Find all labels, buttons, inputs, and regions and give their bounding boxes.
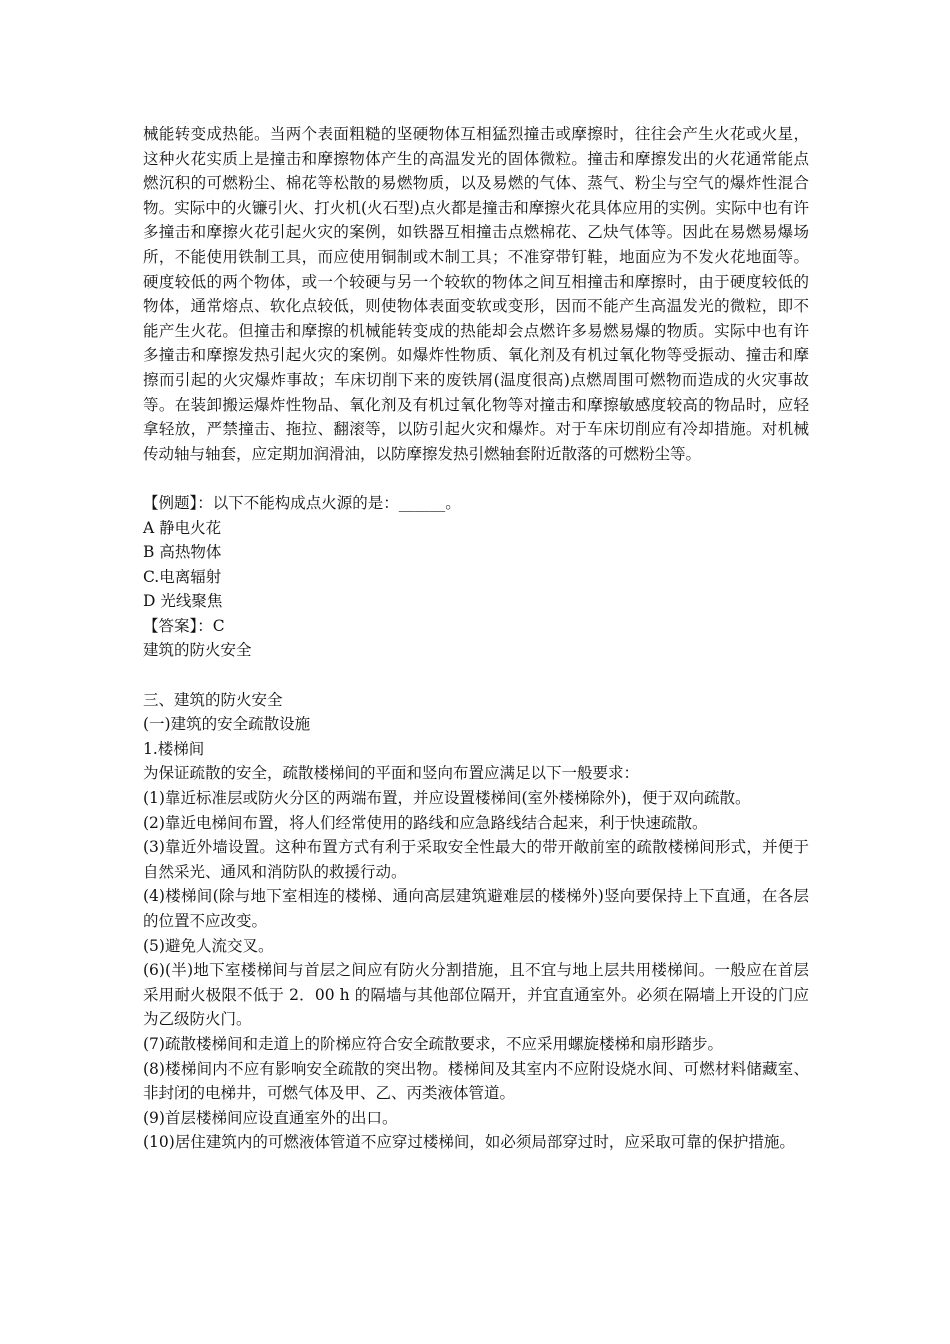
example-block — [143, 491, 809, 663]
requirement-item: (6)(半)地下室楼梯间与首层之间应有防火分割措施，且不宜与地上层共用楼梯间。一般应在首层采用耐火极限不低于 2．00 h 的隔墙与其他部位隔开，并宜直通室外。必须在隔墙上开设的门应为乙级防火门。 — [143, 961, 809, 1029]
requirement-item: (8)楼梯间内不应有影响安全疏散的突出物。楼梯间及其室内不应附设烧水间、可燃材料储藏室、非封闭的电梯井，可燃气体及甲、乙、丙类液体管道。 — [143, 1059, 809, 1103]
example-option-b: B 高热物体 — [143, 543, 222, 562]
blank-line — [143, 466, 809, 491]
section-subheading: (一)建筑的安全疏散设施 — [143, 715, 311, 734]
blank-line — [143, 663, 809, 688]
intro-paragraph: 械能转变成热能。当两个表面粗糙的坚硬物体互相猛烈撞击或摩擦时，往往会产生火花或火星，这种火花实质上是撞击和摩擦物体产生的高温发光的固体微粒。撞击和摩擦发出的火花通常能点燃沉积的可燃粉尘、棉花等松散的易燃物质，以及易燃的气体、蒸气、粉尘与空气的爆炸性混合物。实际中的火镰引火、打火机(火石型)点火都是撞击和摩擦火花具体应用的实例。实际中也有许多撞击和摩擦火花引起火灾的案例，如铁器互相撞击点燃棉花、乙炔气体等。因此在易燃易爆场所，不能使用铁制工具，而应使用铜制或木制工具；不准穿带钉鞋，地面应为不发火花地面等。硬度较低的两个物体，或一个较硬与另一个较软的物体之间互相撞击和摩擦时，由于硬度较低的物体，通常熔点、软化点较低，则使物体表面变软或变形，因而不能产生高温发光的微粒，即不能产生火花。但撞击和摩擦的机械能转变成的热能却会点燃许多易燃易爆的物质。实际中也有许多撞击和摩擦发热引起火灾的案例。如爆炸性物质、氧化剂及有机过氧化物等受振动、撞击和摩擦而引起的火灾爆炸事故；车床切削下来的废铁屑(温度很高)点燃周围可燃物而造成的火灾事故等。在装卸搬运爆炸性物品、氧化剂及有机过氧化物等对撞击和摩擦敏感度较高的物品时，应轻拿轻放，严禁撞击、拖拉、翻滚等，以防引起火灾和爆炸。对于车床切削应有冷却措施。对机械传动轴与轴套，应定期加润滑油，以防摩擦发热引燃轴套附近散落的可燃粉尘等。 — [143, 125, 809, 463]
section-heading: 三、建筑的防火安全 — [143, 690, 283, 709]
item-title: 1.楼梯间 — [143, 739, 205, 758]
example-option-c: C.电离辐射 — [143, 567, 222, 586]
requirement-item: (1)靠近标准层或防火分区的两端布置，并应设置楼梯间(室外楼梯除外)，便于双向疏散。 — [143, 789, 751, 808]
section-block — [143, 688, 809, 1155]
example-option-a: A 静电火花 — [143, 518, 222, 537]
requirement-item: (2)靠近电梯间布置，将人们经常使用的路线和应急路线结合起来，利于快速疏散。 — [143, 813, 708, 832]
example-option-d: D 光线聚焦 — [143, 592, 223, 611]
requirement-item: (7)疏散楼梯间和走道上的阶梯应符合安全疏散要求，不应采用螺旋楼梯和扇形踏步。 — [143, 1034, 723, 1053]
document-page — [143, 122, 809, 1155]
requirement-item: (3)靠近外墙设置。这种布置方式有利于采取安全性最大的带开敞前室的疏散楼梯间形式，并便于自然采光、通风和消防队的救援行动。 — [143, 838, 809, 881]
requirement-item: (10)居住建筑内的可燃液体管道不应穿过楼梯间，如必须局部穿过时，应采取可靠的保护措施。 — [143, 1133, 795, 1152]
example-question: 【例题】：以下不能构成点火源的是：______。 — [143, 493, 461, 512]
requirement-item: (4)楼梯间(除与地下室相连的楼梯、通向高层建筑避难层的楼梯外)竖向要保持上下直通，在各层的位置不应改变。 — [143, 887, 809, 930]
section-lead: 为保证疏散的安全，疏散楼梯间的平面和竖向布置应满足以下一般要求： — [143, 764, 640, 783]
requirement-item: (5)避免人流交叉。 — [143, 936, 274, 955]
example-trailing-line: 建筑的防火安全 — [143, 641, 252, 660]
example-answer: 【答案】：C — [143, 616, 225, 635]
requirement-item: (9)首层楼梯间应设直通室外的出口。 — [143, 1108, 398, 1127]
